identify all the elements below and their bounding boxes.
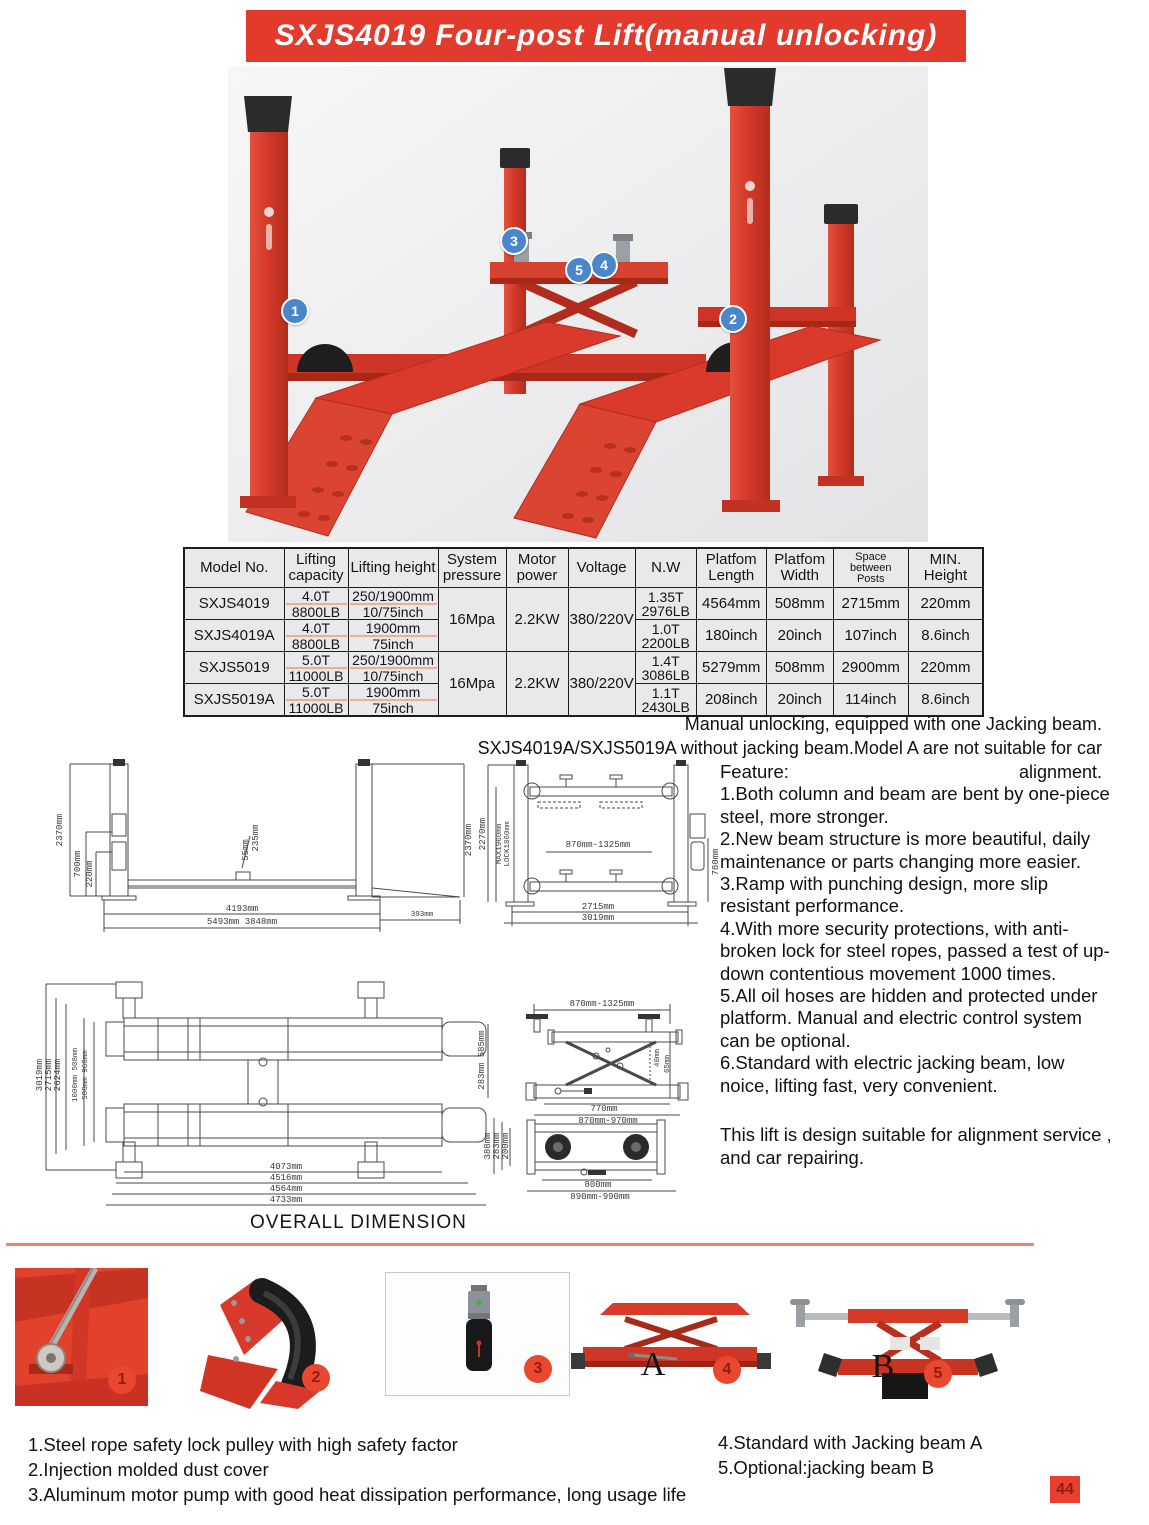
photo-badge-1: 1 <box>108 1366 136 1394</box>
dim-label: 3019mm <box>581 913 615 923</box>
dim-label: 40mm <box>654 1048 662 1068</box>
cell-nw: 1.0T 2200LB <box>635 620 696 652</box>
drawing-side-view <box>40 756 472 940</box>
beam-b-label: B <box>871 1348 895 1385</box>
col-header: Motor power <box>506 548 568 588</box>
cell-nw: 1.35T 2976LB <box>635 588 696 620</box>
dim-label: 4193mm <box>225 904 259 914</box>
caption-item: 2.Injection molded dust cover <box>28 1459 269 1480</box>
dim-label: 2370mm <box>464 823 474 857</box>
photo-motor-pump <box>385 1272 570 1396</box>
feature-item: 2.New beam structure is more beautiful, daily maintenance or parts changing more easier. <box>720 828 1091 872</box>
table-row <box>184 652 983 684</box>
photo-jacking-beam-a <box>565 1285 780 1400</box>
cell-space: 2900mm <box>833 652 908 684</box>
cell-power: 2.2KW <box>506 588 568 652</box>
cell-pressure: 16Mpa <box>438 652 506 717</box>
dim-label: 393mm <box>410 911 434 919</box>
features-heading: Feature: <box>720 761 789 782</box>
spec-table <box>183 547 984 717</box>
cell-height: 1900mm 75inch <box>348 684 438 717</box>
spec-header-row <box>184 548 983 588</box>
callout-badge-3: 3 <box>500 227 528 255</box>
cell-height: 250/1900mm 10/75inch <box>348 652 438 684</box>
photo-badge-4: 4 <box>713 1356 741 1384</box>
dim-label: 55mm <box>241 839 251 861</box>
jacking-beam-b-art <box>790 1275 1025 1405</box>
cell-length: 208inch <box>696 684 766 717</box>
col-header: Model No. <box>184 548 284 588</box>
cell-height: 250/1900mm 10/75inch <box>348 588 438 620</box>
dim-label: 2624mm <box>53 1058 63 1092</box>
dim-label: 200mm <box>501 1132 511 1160</box>
cell-nw: 1.1T 2430LB <box>635 684 696 717</box>
photo-badge-2: 2 <box>302 1364 330 1392</box>
dim-label: 3019mm <box>35 1058 45 1092</box>
drawing-jack-side <box>474 994 732 1126</box>
page-number: 44 <box>1050 1476 1080 1503</box>
caption-item: 1.Steel rope safety lock pulley with high safety factor <box>28 1434 458 1455</box>
cell-capacity: 4.0T 8800LB <box>284 588 348 620</box>
dim-label: 780mm <box>711 848 721 876</box>
col-header: Voltage <box>568 548 635 588</box>
note-line: SXJS4019A/SXJS5019A without jacking beam.Model A are not suitable for car alignment. <box>477 738 1102 782</box>
title-banner <box>246 10 966 62</box>
cell-width: 20inch <box>766 684 833 717</box>
dim-label: 4073mm <box>269 1162 303 1172</box>
dim-label: 2370mm <box>55 813 65 847</box>
col-header: System pressure <box>438 548 506 588</box>
callout-badge-4: 4 <box>590 251 618 279</box>
dim-label: 508mm 960mm <box>82 1050 90 1100</box>
callout-badge-1: 1 <box>281 297 309 325</box>
caption-item: 5.Optional:jacking beam B <box>718 1457 934 1478</box>
cell-model: SXJS4019A <box>184 620 284 652</box>
cell-min-height: 8.6inch <box>908 620 983 652</box>
page-title: SXJS4019 Four-post Lift(manual unlocking) <box>274 19 938 52</box>
callout-badge-2: 2 <box>719 305 747 333</box>
cell-pressure: 16Mpa <box>438 588 506 652</box>
captions-left <box>28 1432 688 1507</box>
caption-item: 4.Standard with Jacking beam A <box>718 1432 983 1453</box>
dim-label: 870mm-970mm <box>578 1116 638 1126</box>
cell-space: 107inch <box>833 620 908 652</box>
cell-model: SXJS5019A <box>184 684 284 717</box>
cell-height: 1900mm 75inch <box>348 620 438 652</box>
dim-label: 220mm <box>85 860 95 888</box>
dim-label: 5493mm 3848mm <box>206 917 278 927</box>
cell-space: 2715mm <box>833 588 908 620</box>
note-line: Manual unlocking, equipped with one Jacking beam. <box>684 714 1102 734</box>
plan-view-lineart <box>28 974 502 1212</box>
table-row <box>184 588 983 620</box>
col-header: Space between Posts <box>833 548 908 588</box>
dim-label: 235mm <box>251 824 261 852</box>
caption-item: 3.Aluminum motor pump with good heat dissipation performance, long usage life <box>28 1484 687 1505</box>
cell-min-height: 8.6inch <box>908 684 983 717</box>
cell-power: 2.2KW <box>506 652 568 717</box>
feature-item: 1.Both column and beam are bent by one-piece steel, more stronger. <box>720 783 1110 827</box>
captions-right <box>718 1430 1098 1480</box>
feature-item: 4.With more security protections, with anti-broken lock for steel ropes, passed a test of up-down contentious movement 1000 times. <box>720 917 1110 984</box>
dim-label: 770mm <box>590 1104 618 1114</box>
photo-rope-pulley <box>15 1268 148 1406</box>
cell-min-height: 220mm <box>908 652 983 684</box>
dim-label: 800mm <box>584 1180 612 1190</box>
cell-nw: 1.4T 3086LB <box>635 652 696 684</box>
cell-voltage: 380/220V <box>568 652 635 717</box>
cell-length: 5279mm <box>696 652 766 684</box>
cell-capacity: 4.0T 8800LB <box>284 620 348 652</box>
col-header: Lifting capacity <box>284 548 348 588</box>
photo-badge-3: 3 <box>524 1355 552 1383</box>
cell-capacity: 5.0T 11000LB <box>284 684 348 717</box>
col-header: MIN. Height <box>908 548 983 588</box>
dim-label: 1000mm 508mm <box>72 1047 80 1103</box>
dim-label: 65mm <box>664 1054 672 1074</box>
dim-label: 4733mm <box>269 1195 303 1205</box>
photo-dust-cover <box>190 1263 345 1413</box>
dim-label: 4564mm <box>269 1184 303 1194</box>
cell-voltage: 380/220V <box>568 588 635 652</box>
features-footer: This lift is design suitable for alignment service , and car repairing. <box>720 1124 1112 1168</box>
four-post-lift-illustration <box>228 66 928 542</box>
dim-label: 283mm 585mm <box>477 1030 487 1090</box>
feature-item: 5.All oil hoses are hidden and protected under platform. Manual and electric control system can be optional. <box>720 985 1098 1051</box>
cell-model: SXJS5019 <box>184 652 284 684</box>
dim-label: 890mm-990mm <box>570 1192 630 1202</box>
dim-label: 2715mm <box>581 902 615 912</box>
cell-width: 20inch <box>766 620 833 652</box>
beam-a-label: A <box>640 1346 666 1383</box>
photo-badge-5: 5 <box>924 1360 952 1388</box>
cell-length: 4564mm <box>696 588 766 620</box>
dim-label: 283mm <box>492 1132 502 1160</box>
jacking-beam-a-art <box>565 1285 780 1400</box>
product-photo <box>228 66 928 542</box>
cell-space: 114inch <box>833 684 908 717</box>
section-divider <box>6 1243 1034 1246</box>
col-header: Platfom Width <box>766 548 833 588</box>
dim-label: 2270mm <box>478 817 488 851</box>
feature-item: 6.Standard with electric jacking beam, low noice, lifting fast, very convenient. <box>720 1052 1065 1096</box>
cell-length: 180inch <box>696 620 766 652</box>
features-block <box>720 761 1112 1169</box>
cell-min-height: 220mm <box>908 588 983 620</box>
dim-label: 870mm-1325mm <box>569 999 635 1009</box>
drawing-plan-view <box>28 974 502 1212</box>
feature-item: 3.Ramp with punching design, more slip resistant performance. <box>720 873 1049 917</box>
dim-label: 388mm <box>483 1132 493 1160</box>
dim-label: MAX1960mm <box>496 823 504 865</box>
col-header: N.W <box>635 548 696 588</box>
cell-width: 508mm <box>766 652 833 684</box>
dim-label: 700mm <box>73 850 83 878</box>
dim-label: 870mm-1325mm <box>565 840 631 850</box>
drawing-front-view <box>476 756 732 940</box>
overall-dimension-caption: OVERALL DIMENSION <box>250 1212 467 1233</box>
cell-capacity: 5.0T 11000LB <box>284 652 348 684</box>
dim-label: LOCK1860mm <box>504 821 512 867</box>
dim-label: 4516mm <box>269 1173 303 1183</box>
cell-model: SXJS4019 <box>184 588 284 620</box>
col-header: Platfom Length <box>696 548 766 588</box>
callout-badge-5: 5 <box>565 256 593 284</box>
col-header: Lifting height <box>348 548 438 588</box>
photo-jacking-beam-b <box>790 1275 1025 1405</box>
cell-width: 508mm <box>766 588 833 620</box>
dim-label: 2715mm <box>44 1058 54 1092</box>
